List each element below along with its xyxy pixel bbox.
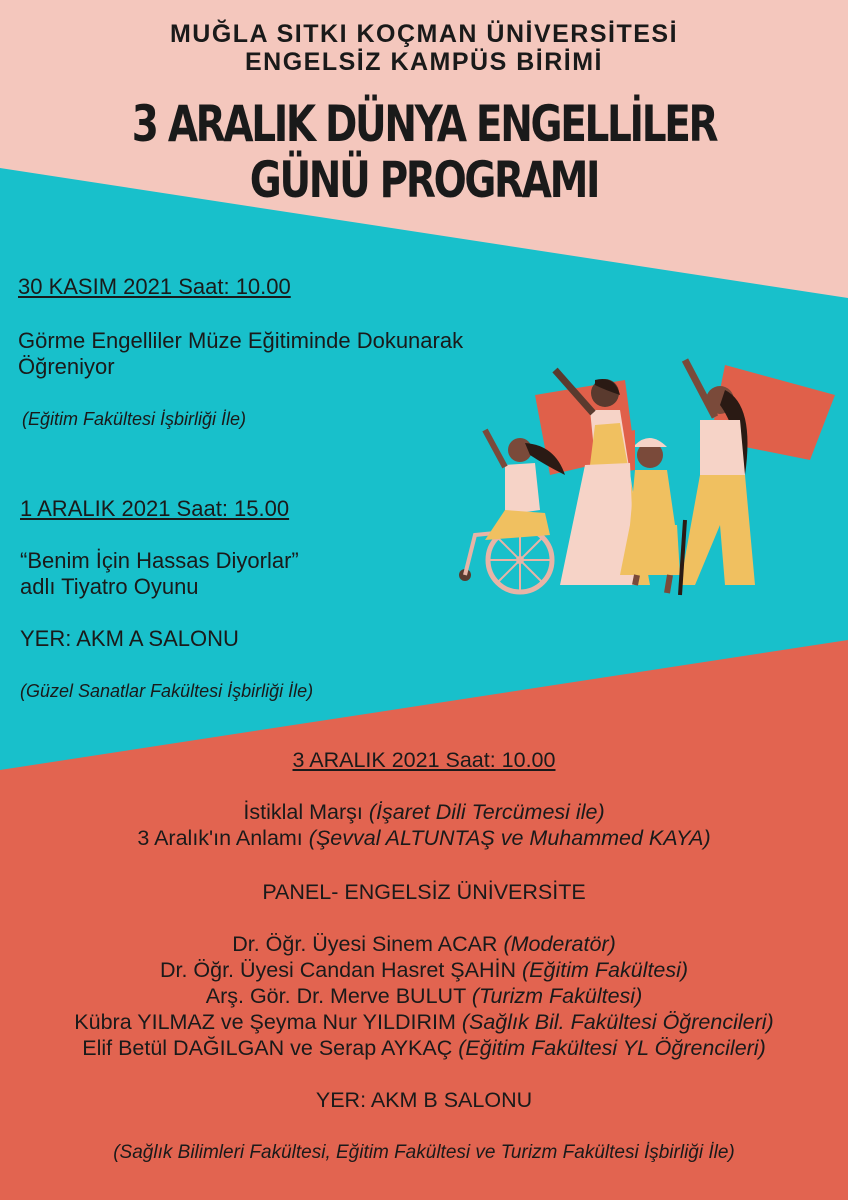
panelist-row [0, 932, 848, 957]
event2-venue: YER: AKM A SALONU [20, 626, 239, 651]
event3-venue: YER: AKM B SALONU [315, 1088, 533, 1112]
page-title-line2: GÜNÜ PROGRAMI [249, 151, 599, 209]
event1-partner: (Eğitim Fakültesi İşbirliği İle) [22, 409, 247, 429]
panelist-role: (Turizm Fakültesi) [471, 984, 643, 1008]
panelist-role: (Eğitim Fakültesi) [522, 958, 689, 982]
event2-date: 1 ARALIK 2021 Saat: 15.00 [20, 496, 290, 521]
panelist-row [0, 1010, 848, 1035]
event3-partner: (Sağlık Bilimleri Fakültesi, Eğitim Fakültesi ve Turizm Fakültesi İşbirliği İle) [113, 1142, 735, 1163]
panelist-role: (Eğitim Fakültesi YL Öğrencileri) [458, 1036, 766, 1060]
panelist-name: Dr. Öğr. Üyesi Candan Hasret ŞAHİN [159, 958, 517, 982]
event1-date: 30 KASIM 2021 Saat: 10.00 [18, 274, 291, 299]
people-with-flags-illustration [455, 335, 840, 605]
panelist-name: Arş. Gör. Dr. Merve BULUT [205, 984, 466, 1008]
event3-item1 [0, 800, 848, 825]
page-title-line1: 3 ARALIK DÜNYA ENGELLİLER [131, 95, 717, 153]
panelist-row [0, 984, 848, 1009]
event3-item1-label: İstiklal Marşı [243, 800, 363, 824]
university-name: MUĞLA SITKI KOÇMAN ÜNİVERSİTESİ [169, 20, 679, 48]
event3-date: 3 ARALIK 2021 Saat: 10.00 [292, 748, 556, 772]
panelist-name: Kübra YILMAZ ve Şeyma Nur YILDIRIM [74, 1010, 456, 1034]
panel-title: PANEL- ENGELSİZ ÜNİVERSİTE [262, 880, 586, 904]
event3-item2-note: (Şevval ALTUNTAŞ ve Muhammed KAYA) [308, 826, 711, 850]
panelist-name: Dr. Öğr. Üyesi Sinem ACAR [232, 932, 498, 956]
event2-partner: (Güzel Sanatlar Fakültesi İşbirliği İle) [20, 681, 314, 701]
panelist-row [0, 958, 848, 983]
panelist-role: (Moderatör) [503, 932, 616, 956]
event2-title-line2: adlı Tiyatro Oyunu [20, 574, 199, 599]
event3-item2 [0, 826, 848, 851]
panelist-role: (Sağlık Bil. Fakültesi Öğrencileri) [461, 1010, 774, 1034]
unit-name: ENGELSİZ KAMPÜS BİRİMİ [244, 48, 603, 76]
panelist-row [0, 1036, 848, 1061]
event3-item2-label: 3 Aralık'ın Anlamı [137, 826, 303, 850]
event1-title-line1: Görme Engelliler Müze Eğitiminde Dokunarak [18, 328, 464, 353]
event3-item1-note: (İşaret Dili Tercümesi ile) [368, 800, 605, 824]
event2-title-line1: “Benim İçin Hassas Diyorlar” [20, 548, 299, 573]
panelist-name: Elif Betül DAĞILGAN ve Serap AYKAÇ [82, 1036, 453, 1060]
event1-title-line2: Öğreniyor [18, 354, 115, 379]
